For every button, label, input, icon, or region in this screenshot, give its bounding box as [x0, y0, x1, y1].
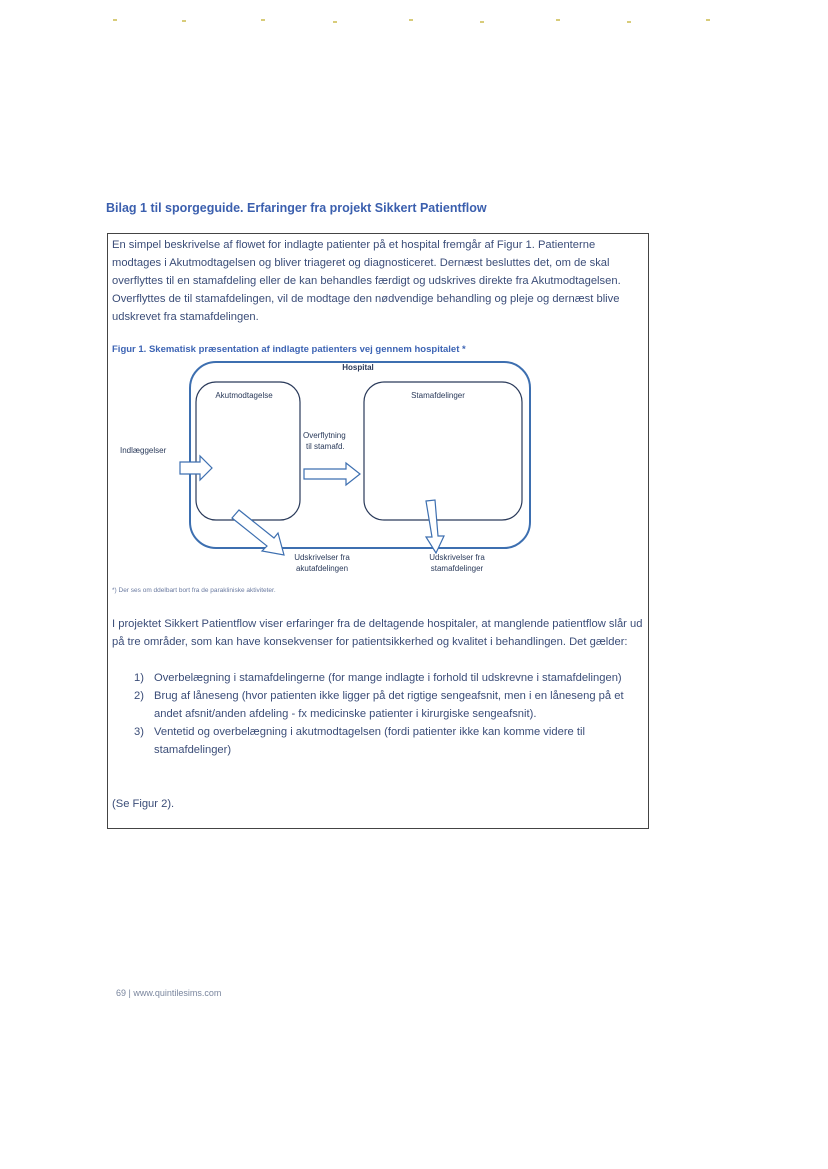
list-text: Brug af låneseng (hvor patienten ikke ligger på det rigtige sengeafsnit, men i en låneseng på et andet afsnit/anden afdeling - fx medicinske patienter i kirurgiske sengeafsnit).: [154, 690, 624, 720]
page-footer: 69 | www.quintilesims.com: [116, 988, 222, 998]
indlaeggelser-label: Indlæggelser: [120, 446, 167, 455]
see-figure-note: (Se Figur 2).: [112, 798, 175, 810]
list-item: [112, 723, 642, 759]
figure-caption: Figur 1. Skematisk præsentation af indlagte patienters vej gennem hospitalet *: [112, 344, 466, 355]
list-number: 3): [134, 726, 144, 738]
list-item: [112, 687, 642, 723]
list-text: Ventetid og overbelægning i akutmodtagelsen (fordi patienter ikke kan komme videre til stamafdelinger): [154, 726, 585, 756]
transfer-arrow: [304, 463, 360, 485]
stam-label: Stamafdelinger: [411, 391, 465, 400]
content-box: [107, 233, 649, 829]
list-text: Overbelægning i stamafdelingerne (for mange indlagte i forhold til udskrevne i stamafdelingen): [154, 672, 622, 684]
problem-list: [112, 669, 642, 759]
discharge-akut-label-2: akutafdelingen: [295, 564, 349, 573]
hospital-label: Hospital: [342, 363, 374, 372]
discharge-stam-label-1: Udskrivelser fra: [429, 553, 485, 562]
stam-box: [364, 382, 522, 520]
transfer-label-2: til stamafd.: [306, 442, 345, 451]
discharge-akut-label-1: Udskrivelser fra: [294, 553, 350, 562]
patient-flow-diagram: [108, 358, 648, 583]
body-paragraph: I projektet Sikkert Patientflow viser erfaringer fra de deltagende hospitaler, at manglende patientflow slår ud på tre områder, som kan have konsekvenser for patientsikkerhed og kvalitet i behandlingen. Det gælder:: [112, 618, 643, 648]
transfer-label-1: Overflytning: [303, 431, 346, 440]
list-number: 1): [134, 672, 144, 684]
figure-footnote: *) Der ses om ddelbart bort fra de parakliniske aktiviteter.: [112, 587, 276, 594]
appendix-heading: Bilag 1 til sporgeguide. Erfaringer fra projekt Sikkert Patientflow: [106, 201, 487, 215]
akut-label: Akutmodtagelse: [215, 391, 273, 400]
discharge-stam-label-2: stamafdelinger: [430, 564, 484, 573]
discharge-stam-arrow: [426, 500, 444, 553]
list-item: [112, 669, 642, 687]
intro-paragraph: En simpel beskrivelse af flowet for indlagte patienter på et hospital fremgår af Figur 1. Patienterne modtages i Akutmodtagelsen og bliver triageret og diagnosticeret. Dernæst besluttes det, om de skal overflyttes til en stamafdeling eller de kan behandles færdigt og udskrives direkte fra Akutmodtagelsen. Overflyttes de til stamafdelingen, vil de modtage den nødvendige behandling og pleje og dernæst blive udskrevet fra stamafdelingen.: [112, 239, 621, 323]
akut-box: [196, 382, 300, 520]
list-number: 2): [134, 690, 144, 702]
